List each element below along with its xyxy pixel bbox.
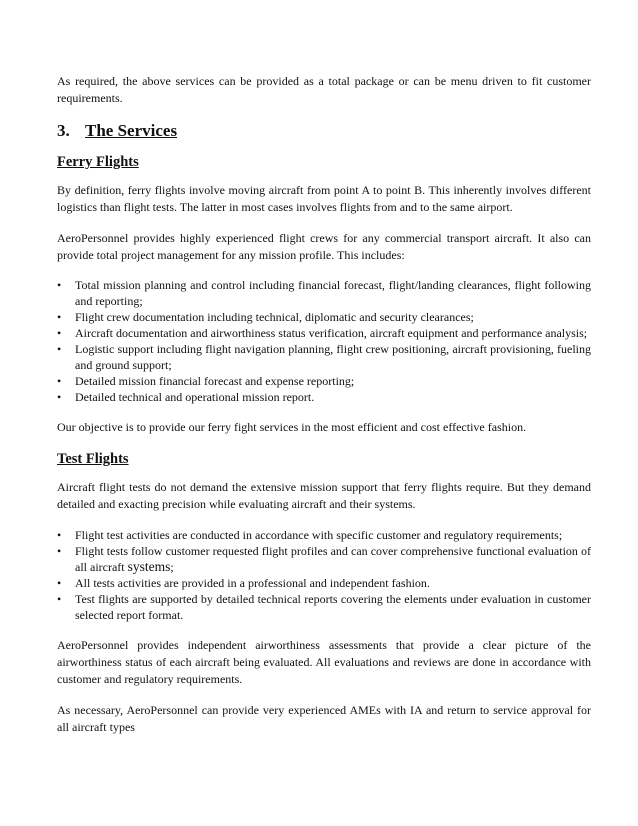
test-paragraph-3: As necessary, AeroPersonnel can provide very experienced AMEs with IA and return to service approval for all aircraft types bbox=[57, 703, 591, 734]
ferry-bullet-list bbox=[57, 277, 591, 405]
section-heading bbox=[57, 120, 591, 142]
bullet-icon: • bbox=[57, 390, 62, 404]
test-bullet-list bbox=[57, 527, 591, 623]
bullet-icon: • bbox=[57, 576, 62, 590]
list-item: • Logistic support including flight navigation planning, flight crew positioning, aircraft provisioning, fueling and ground support; bbox=[57, 342, 591, 372]
document-page bbox=[57, 73, 591, 736]
test-paragraph-1: Aircraft flight tests do not demand the extensive mission support that ferry flights require. But they demand detailed and exacting precision while evaluating aircraft and their systems. bbox=[57, 480, 591, 511]
bullet-icon: • bbox=[57, 278, 62, 292]
list-item: • Total mission planning and control including financial forecast, flight/landing clearances, flight following and reporting; bbox=[57, 278, 591, 308]
list-item: • Flight test activities are conducted in accordance with specific customer and regulatory requirements; bbox=[57, 528, 563, 542]
bullet-icon: • bbox=[57, 326, 62, 340]
list-item: • Flight crew documentation including technical, diplomatic and security clearances; bbox=[57, 310, 474, 324]
ferry-paragraph-2: AeroPersonnel provides highly experienced flight crews for any commercial transport aircraft. It also can provide total project management for any mission profile. This includes: bbox=[57, 231, 591, 262]
section-number: 3. bbox=[57, 121, 70, 140]
list-item: • Aircraft documentation and airworthiness status verification, aircraft equipment and performance analysis; bbox=[57, 326, 588, 340]
ferry-objective-paragraph: Our objective is to provide our ferry fight services in the most efficient and cost effective fashion. bbox=[57, 420, 527, 434]
bullet-icon: • bbox=[57, 592, 62, 606]
list-item: • Flight tests follow customer requested flight profiles and can cover comprehensive functional evaluation of all aircraft systems; bbox=[57, 544, 591, 574]
list-item: • Detailed technical and operational mission report. bbox=[57, 390, 315, 404]
bullet-icon: • bbox=[57, 544, 62, 558]
list-item: • Detailed mission financial forecast and expense reporting; bbox=[57, 374, 355, 388]
list-item: • Test flights are supported by detailed technical reports covering the elements under evaluation in customer selected report format. bbox=[57, 592, 591, 622]
bullet-icon: • bbox=[57, 374, 62, 388]
ferry-paragraph-1: By definition, ferry flights involve moving aircraft from point A to point B. This inherently involves different logistics than flight tests. The latter in most cases involves flights from and to the same airport. bbox=[57, 183, 591, 214]
test-flights-heading: Test Flights bbox=[57, 451, 129, 467]
bullet-icon: • bbox=[57, 528, 62, 542]
bullet-icon: • bbox=[57, 310, 62, 324]
ferry-flights-heading: Ferry Flights bbox=[57, 154, 139, 170]
list-item: • All tests activities are provided in a professional and independent fashion. bbox=[57, 576, 430, 590]
section-title: The Services bbox=[85, 121, 178, 140]
intro-paragraph: As required, the above services can be provided as a total package or can be menu driven to fit customer requirements. bbox=[57, 74, 591, 105]
bullet-icon: • bbox=[57, 342, 62, 356]
test-paragraph-2: AeroPersonnel provides independent airworthiness assessments that provide a clear picture of the airworthiness status of each aircraft being evaluated. All evaluations and reviews are done in accordance with customer and regulatory requirements. bbox=[57, 638, 591, 686]
